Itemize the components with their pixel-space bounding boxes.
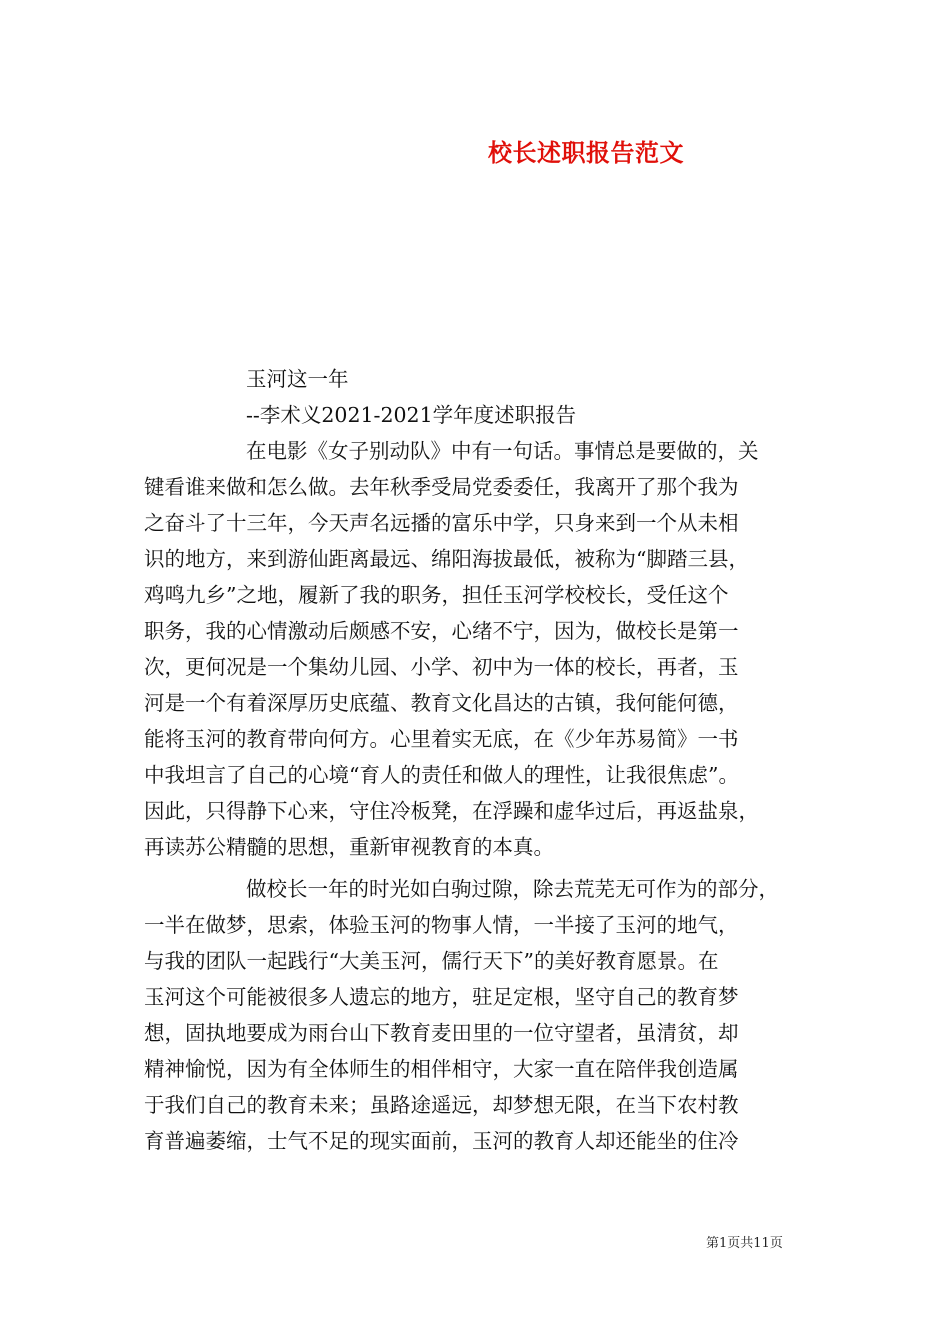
paragraph-line: 再读苏公精髓的思想，重新审视教育的本真。 [144, 835, 554, 859]
paragraph-line: 于我们自己的教育未来；虽路途遥远，却梦想无限，在当下农村教 [144, 1093, 739, 1117]
paragraph-line: 鸡鸣九乡”之地，履新了我的职务，担任玉河学校校长，受任这个 [144, 583, 729, 607]
paragraph-line: 做校长一年的时光如白驹过隙，除去荒芜无可作为的部分， [246, 877, 779, 901]
page-footer: 第1页共11页 [706, 1236, 783, 1251]
paragraph-line: 职务，我的心情激动后颇感不安，心绪不宁，因为，做校长是第一 [144, 619, 739, 643]
paragraph-line: 能将玉河的教育带向何方。心里着实无底，在《少年苏易简》一书 [144, 727, 739, 751]
paragraph-line: 精神愉悦，因为有全体师生的相伴相守，大家一直在陪伴我创造属 [144, 1057, 739, 1081]
document-title: 校长述职报告范文 [488, 138, 684, 167]
paragraph-line: 中我坦言了自己的心境“育人的责任和做人的理性，让我很焦虑”。 [144, 763, 739, 787]
paragraph-line: 因此，只得静下心来，守住冷板凳，在浮躁和虚华过后，再返盐泉， [144, 799, 759, 823]
byline: --李术义2021-2021学年度述职报告 [246, 403, 577, 427]
paragraph-line: 之奋斗了十三年，今天声名远播的富乐中学，只身来到一个从未相 [144, 511, 739, 535]
paragraph-line: 河是一个有着深厚历史底蕴、教育文化昌达的古镇，我何能何德， [144, 691, 739, 715]
paragraph-line: 与我的团队一起践行“大美玉河，儒行天下”的美好教育愿景。在 [144, 949, 719, 973]
paragraph-line: 键看谁来做和怎么做。去年秋季受局党委委任，我离开了那个我为 [144, 475, 739, 499]
paragraph-line: 育普遍萎缩，士气不足的现实面前，玉河的教育人却还能坐的住冷 [144, 1129, 739, 1153]
subtitle: 玉河这一年 [246, 367, 349, 391]
paragraph-line: 在电影《女子别动队》中有一句话。事情总是要做的，关 [246, 439, 759, 463]
paragraph-line: 一半在做梦，思索，体验玉河的物事人情，一半接了玉河的地气， [144, 913, 739, 937]
paragraph-line: 次，更何况是一个集幼儿园、小学、初中为一体的校长，再者，玉 [144, 655, 739, 679]
paragraph-line: 识的地方，来到游仙距离最远、绵阳海拔最低，被称为“脚踏三县， [144, 547, 749, 571]
paragraph-line: 玉河这个可能被很多人遗忘的地方，驻足定根，坚守自己的教育梦 [144, 985, 739, 1009]
paragraph-line: 想，固执地要成为雨台山下教育麦田里的一位守望者，虽清贫，却 [144, 1021, 739, 1045]
